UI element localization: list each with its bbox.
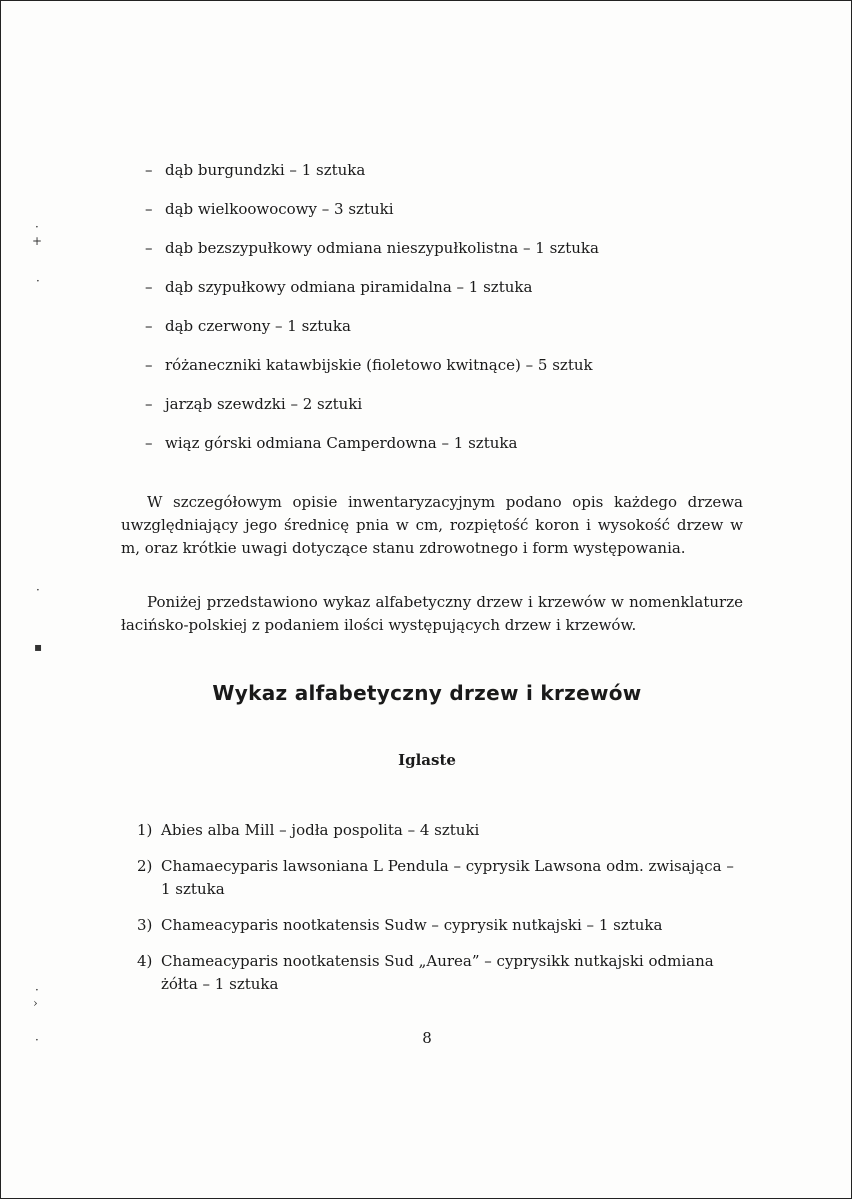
list-item-text: Chameacyparis nootkatensis Sud „Aurea” – cyprysikk nutkajski odmiana żółta – 1 sztuka bbox=[161, 952, 714, 993]
list-item: – dąb szypułkowy odmiana piramidalna – 1 sztuka bbox=[145, 278, 533, 296]
list-item-text: dąb szypułkowy odmiana piramidalna – 1 sztuka bbox=[165, 278, 533, 296]
list-item: – wiąz górski odmiana Camperdowna – 1 sztuka bbox=[145, 434, 518, 452]
list-item-text: różaneczniki katawbijskie (fioletowo kwitnące) – 5 sztuk bbox=[165, 356, 593, 374]
scan-speck: · bbox=[35, 983, 39, 997]
list-item: – dąb bezszypułkowy odmiana nieszypułkolistna – 1 sztuka bbox=[145, 239, 599, 257]
scan-speck: · bbox=[35, 1033, 39, 1047]
list-item bbox=[137, 819, 747, 842]
scan-speck: · bbox=[35, 220, 39, 234]
list-item: – różaneczniki katawbijskie (fioletowo kwitnące) – 5 sztuk bbox=[145, 356, 593, 374]
list-item-text: dąb bezszypułkowy odmiana nieszypułkolistna – 1 sztuka bbox=[165, 239, 599, 257]
list-item-number: 1) bbox=[137, 821, 153, 839]
list-item-number: 4) bbox=[137, 952, 153, 970]
list-item-text: dąb wielkoowocowy – 3 sztuki bbox=[165, 200, 394, 218]
alphabetical-list-intro-paragraph: Poniżej przedstawiono wykaz alfabetyczny drzew i krzewów w nomenklaturze łacińsko-polskiej z podaniem ilości występujących drzew i krzewów. bbox=[121, 593, 743, 634]
scan-speck: + bbox=[32, 234, 43, 248]
species-dash-list bbox=[145, 157, 599, 469]
list-item-text: wiąz górski odmiana Camperdowna – 1 sztuka bbox=[165, 434, 518, 452]
page-number: 8 bbox=[422, 1029, 432, 1047]
list-item-text: Abies alba Mill – jodła pospolita – 4 sztuki bbox=[161, 821, 480, 839]
list-item-text: dąb czerwony – 1 sztuka bbox=[165, 317, 351, 335]
list-item: – dąb czerwony – 1 sztuka bbox=[145, 317, 351, 335]
list-item bbox=[137, 914, 747, 937]
list-item-text: jarząb szewdzki – 2 sztuki bbox=[165, 395, 363, 413]
list-item-text: Chamaecyparis lawsoniana L Pendula – cyprysik Lawsona odm. zwisająca – 1 sztuka bbox=[161, 857, 734, 898]
list-item-text: dąb burgundzki – 1 sztuka bbox=[165, 161, 366, 179]
scan-speck: · bbox=[36, 583, 40, 597]
scan-speck: › bbox=[33, 996, 38, 1010]
section-heading: Wykaz alfabetyczny drzew i krzewów bbox=[212, 681, 642, 705]
list-item bbox=[137, 950, 747, 996]
list-item-text: Chameacyparis nootkatensis Sudw – cyprysik nutkajski – 1 sztuka bbox=[161, 916, 663, 934]
scan-speck: ▪ bbox=[34, 640, 43, 654]
list-item: – dąb wielkoowocowy – 3 sztuki bbox=[145, 200, 394, 218]
inventory-description-paragraph: W szczegółowym opisie inwentaryzacyjnym podano opis każdego drzewa uwzględniający jego średnicę pnia w cm, rozpiętość koron i wysokość drzew w m, oraz krótkie uwagi dotyczące stanu zdrowotnego i form występowania. bbox=[121, 493, 743, 557]
conifer-numbered-list bbox=[137, 819, 747, 1009]
subsection-heading: Iglaste bbox=[398, 751, 456, 769]
scan-speck: · bbox=[36, 274, 40, 288]
list-item-number: 2) bbox=[137, 857, 153, 875]
list-item: – jarząb szewdzki – 2 sztuki bbox=[145, 395, 363, 413]
list-item bbox=[137, 855, 747, 901]
list-item-number: 3) bbox=[137, 916, 153, 934]
list-item: – dąb burgundzki – 1 sztuka bbox=[145, 161, 366, 179]
